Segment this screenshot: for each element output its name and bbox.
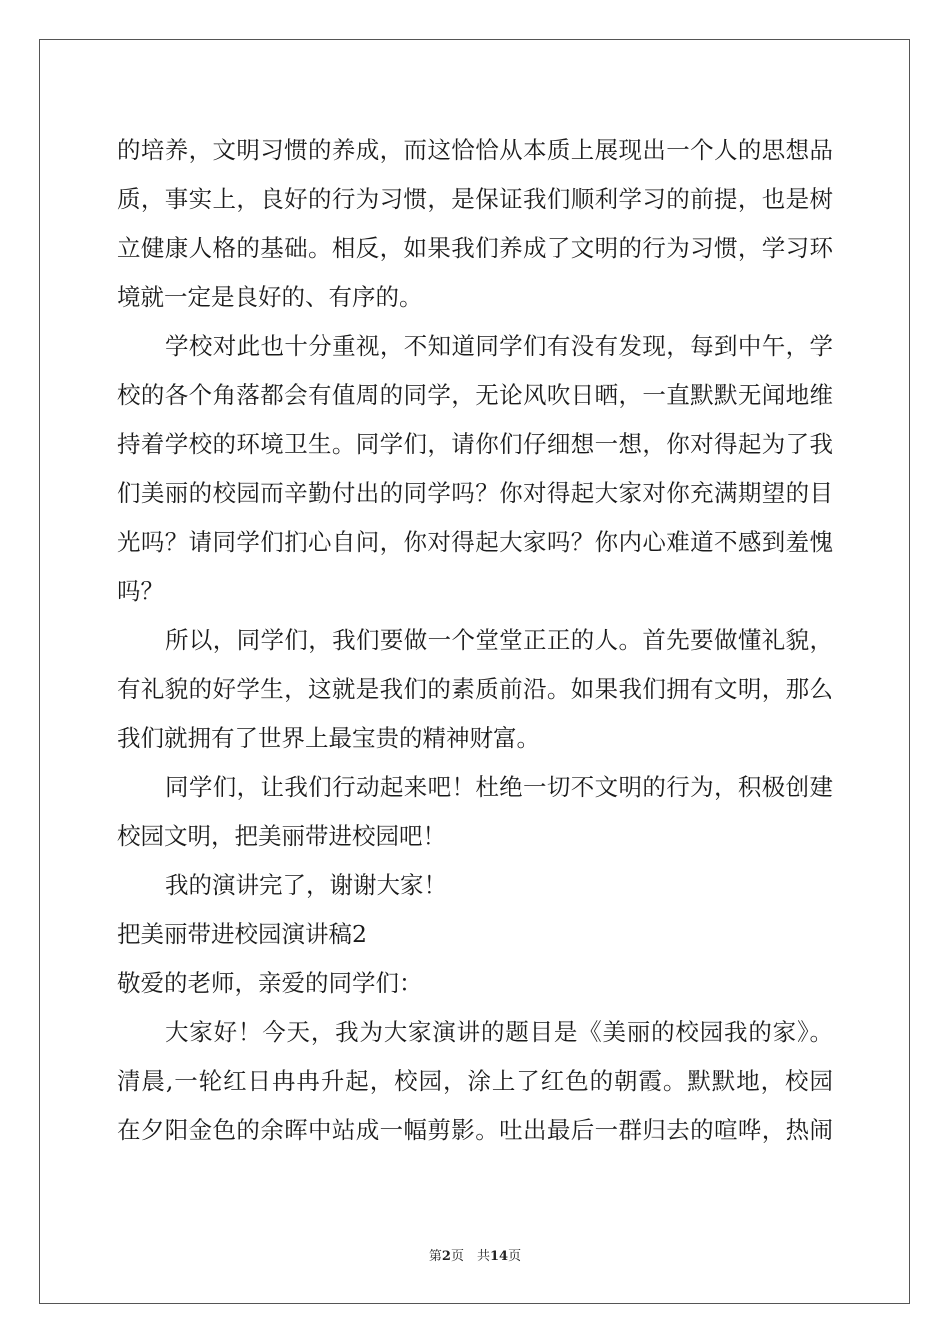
text-line: 同学们，让我们行动起来吧！杜绝一切不文明的行为，积极创建 [165, 773, 833, 801]
page-footer [0, 1245, 950, 1264]
text-line: 敬爱的老师，亲爱的同学们： [117, 969, 423, 997]
text-line: 校的各个角落都会有值周的同学，无论风吹日晒，一直默默无闻地维 [117, 381, 833, 409]
text-line: 在夕阳金色的余晖中站成一幅剪影。吐出最后一群归去的喧哗，热闹 [117, 1116, 833, 1144]
footer-total-pages: 14 [489, 1249, 509, 1264]
footer-suffix: 页 [508, 1249, 522, 1264]
text-line: 立健康人格的基础。相反，如果我们养成了文明的行为习惯，学习环 [117, 234, 833, 262]
text-line: 校园文明，把美丽带进校园吧！ [117, 822, 446, 850]
text-line: 我们就拥有了世界上最宝贵的精神财富。 [117, 724, 540, 752]
text-line: 有礼貌的好学生，这就是我们的素质前沿。如果我们拥有文明，那么 [117, 675, 833, 703]
text-line: 光吗？请同学们扪心自问，你对得起大家吗？你内心难道不感到羞愧 [117, 528, 833, 556]
document-body [117, 126, 833, 1155]
footer-prefix: 第 [428, 1249, 442, 1264]
text-line: 质，事实上，良好的行为习惯，是保证我们顺利学习的前提，也是树 [117, 185, 833, 213]
text-line: 所以，同学们，我们要做一个堂堂正正的人。首先要做懂礼貌， [165, 626, 833, 654]
text-line: 清晨,一轮红日冉冉升起，校园，涂上了红色的朝霞。默默地，校园 [117, 1067, 833, 1095]
text-line: 境就一定是良好的、有序的。 [117, 283, 423, 311]
text-line: 持着学校的环境卫生。同学们，请你们仔细想一想，你对得起为了我 [117, 430, 833, 458]
text-line: 吗？ [117, 577, 164, 605]
text-line: 的培养，文明习惯的养成，而这恰恰从本质上展现出一个人的思想品 [117, 136, 833, 164]
text-line: 大家好！今天，我为大家演讲的题目是《美丽的校园我的家》。 [165, 1018, 833, 1046]
document-lines [117, 126, 833, 1155]
footer-mid: 页 共 [450, 1249, 490, 1264]
text-line: 学校对此也十分重视，不知道同学们有没有发现，每到中午，学 [165, 332, 833, 360]
text-line: 们美丽的校园而辛勤付出的同学吗？你对得起大家对你充满期望的目 [117, 479, 833, 507]
text-line: 把美丽带进校园演讲稿2 [117, 920, 367, 948]
text-line: 我的演讲完了，谢谢大家！ [165, 871, 447, 899]
footer-page-number: 2 [441, 1249, 451, 1264]
